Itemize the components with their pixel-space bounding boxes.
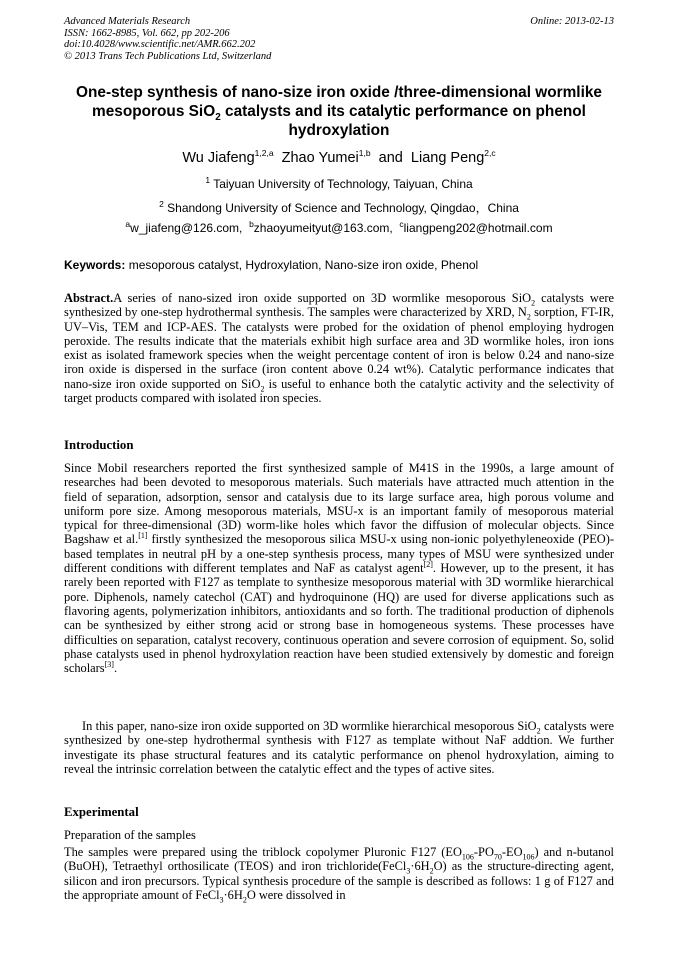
email-link[interactable]: zhaoyumeityut@163.com, [253, 221, 393, 235]
email-link[interactable]: w_jiafeng@126.com, [130, 221, 243, 235]
introduction-paragraph-1: Since Mobil researchers reported the first synthesized sample of M41S in the 1990s, a large amount of researches had been devoted to mesoporous materials. Such materials have attracted much attention in the field of separation, adsorption, sensor and catalysis due to its large surface area, high porous volume and uniform pore size. Among mesoporous materials, MSU-x is an important family of mesoporous material typical for three-dimensional (3D) worm-like holes which favor the diffusion of molecular objects. Since Bagshaw et al.[1] firstly synthesized the mesoporous silica MSU-x using non-ionic polyethyleneoxide (PEO)-based templates in neutral pH by a one-step synthesis process, many types of MSU were synthesized under different conditions with different templates and NaF as catalyst agent[2]. However, up to the present, it has rarely been reported with F127 as template to synthesize mesoporous material with 3D wormlike hierarchical pore. Diphenols, namely catechol (CAT) and hydroquinone (HQ) are used for diverse applications such as flavoring agents, polymerization inhibitors, antioxidants and so forth. The traditional production of diphenols can be synthesized by either strong acid or strong base in homogeneous systems. These processes have difficulties on separation, catalyst recovery, continuous operation and severe corrosion of equipment. So, solid phase catalysts used in phenol hydroxylation reaction have been studied extensively by domestic and foreign scholars[3]. [64, 461, 614, 676]
copyright-line: © 2013 Trans Tech Publications Ltd, Switzerland [64, 50, 272, 62]
doi-line: doi:10.4028/www.scientific.net/AMR.662.202 [64, 39, 256, 50]
author-name: Liang Peng [410, 150, 485, 166]
paper-title: One-step synthesis of nano-size iron oxide /three-dimensional wormlike mesoporous SiO$_2$ catalysts and its catalytic performance on phenol hydroxylation [76, 84, 602, 139]
subsection-heading: Preparation of the samples [64, 828, 196, 842]
introduction-paragraph-2: In this paper, nano-size iron oxide supported on 3D wormlike hierarchical mesoporous SiO$_2$ catalysts were synthesized by one-step hydrothermal synthesis with F127 as template without NaF addtion. We further investigate its phase structural features and its catalytic performance on phenol hydroxylation, aiming to reveal the intrinsic correlation between the catalytic effect and the types of active sites. [64, 719, 614, 776]
experimental-paragraph: The samples were prepared using the triblock copolymer Pluronic F127 $(EO_{106}-PO_{70}-EO_{106})$ and n-butanol (BuOH), Tetraethyl orthosilicate (TEOS) and iron $trichloride(FeCl_3\cdot 6H_2O)$ as the structure-directing agent, silicon and iron precursors. Typical synthesis procedure of the sample is described as follows: 1 g of F127 and the appropriate amount of $FeCl_3\cdot 6H_2O$ were dissolved in [64, 845, 614, 905]
email-link[interactable]: liangpeng202@hotmail.com [403, 221, 553, 235]
author-name: Wu Jiafeng [182, 150, 255, 166]
abstract: Abstract.A series of nano-sized iron oxide supported on 3D wormlike mesoporous SiO$_2$ catalysts were synthesized by one-step hydrothermal synthesis. The samples were characterized by XRD, $N_2$ sorption, FT-IR, UV–Vis, TEM and ICP-AES. The catalysts were probed for the oxidation of phenol employing hydrogen peroxide. The results indicate that the materials exhibit high surface area and 3D wormlike holes, iron ions exist as isolated framework species when the weight percentage content of iron is below 0.24 and nano-size iron oxide is dispersed in the surface (iron content above 0.24 wt%). Catalytic performance indicates that nano-size iron oxide supported on SiO$_2$ is useful to enhance both the catalytic activity and the selectivity of target products compared with isolated iron species. [64, 291, 614, 406]
author-name: Zhao Yumei [281, 150, 359, 166]
affiliation-1: $^1$ Taiyuan University of Technology, Taiyuan, China [205, 175, 473, 191]
keywords: Keywords: mesoporous catalyst, Hydroxylation, Nano-size iron oxide, Phenol [64, 258, 479, 272]
journal-header [64, 16, 271, 62]
online-date: Online: 2013-02-13 [530, 16, 614, 27]
affiliation-2: $^2$ Shandong University of Science and Technology, Qingdao，China [159, 199, 519, 215]
journal-name: Advanced Materials Research [64, 16, 191, 27]
section-heading-experimental: Experimental [64, 805, 139, 819]
section-heading-introduction: Introduction [64, 438, 134, 452]
issn-line: ISSN: 1662-8985, Vol. 662, pp 202-206 [64, 27, 230, 39]
email-list: $^a$w_jiafeng@126.com, $^b$zhaoyumeityut@163.com, $^c$liangpeng202@hotmail.com [125, 219, 553, 235]
author-list: Wu Jiafeng$^{1,2,a}$ Zhao Yumei$^{1,b}$ and Liang Peng$^{2,c}$ [182, 148, 496, 166]
